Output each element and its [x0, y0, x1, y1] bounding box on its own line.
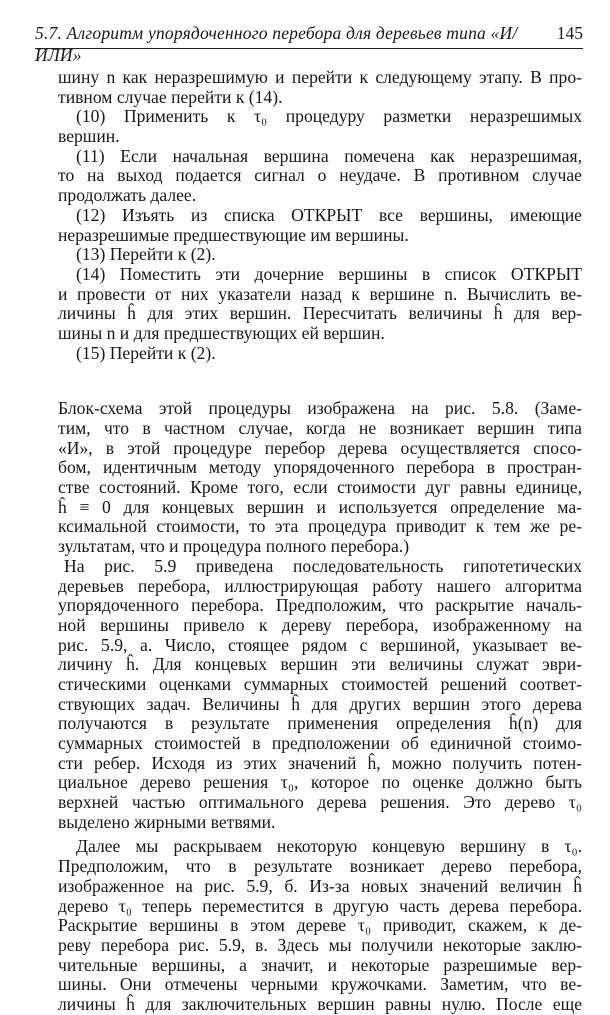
paragraph — [58, 837, 582, 1014]
running-head — [35, 22, 583, 65]
text-line: шины n и для предшествующих ей вершин. — [58, 322, 385, 343]
text-line: циальное дерево решения τ₀, которое по оценке должно быть — [58, 772, 582, 793]
text-line: шину n как неразрешимую и перейти к следующему этапу. В про- — [58, 67, 582, 87]
running-title: 5.7. Алгоритм упорядоченного перебора для деревьев типа «И/ИЛИ» — [35, 23, 518, 65]
text-line: выделено жирными ветвями. — [58, 811, 276, 832]
paragraph — [58, 557, 582, 833]
text-line: ксимальной стоимости, то эта процедура приводит к тем же ре- — [58, 516, 582, 537]
paragraph — [58, 107, 582, 146]
text-line: ной вершины привело к дереву перебора, изображенному на — [58, 614, 582, 635]
paragraph — [58, 206, 582, 245]
text-line: (11) Если начальная вершина помечена как неразрешимая, — [76, 145, 582, 166]
text-line: деревьев перебора, иллюстрирующая работу нашего алгоритма — [58, 575, 582, 596]
text-line: зультатам, что и процедура полного перебора.) — [58, 536, 410, 557]
text-line: дерево τ₀ теперь переместится в другую часть дерева перебора. — [58, 895, 582, 916]
text-line: реву перебора рис. 5.9, в. Здесь мы получили некоторые заклю- — [58, 934, 582, 955]
text-line: вершин. — [58, 126, 120, 147]
text-line: Блок-схема этой процедуры изображена на рис. 5.8. (Заме- — [58, 398, 582, 419]
text-line: личину ĥ. Для концевых вершин эти величины служат эври- — [58, 654, 582, 675]
text-line: верхней частью оптимального дерева решения. Это дерево τ₀ — [58, 792, 582, 813]
paragraph — [58, 245, 582, 265]
text-line: ствующих задач. Величины ĥ для других вершин этого дерева — [58, 693, 582, 714]
text-line: получаются в результате применения определения ĥ(n) для — [58, 713, 582, 734]
text-line: упорядоченного перебора. Предположим, что раскрытие началь- — [58, 595, 582, 616]
text-line: стве состояний. Кроме того, если стоимости дуг равны единице, — [58, 477, 582, 498]
text-line: Предположим, что в результате возникает дерево перебора, — [58, 856, 582, 877]
text-line: рис. 5.9, а. Число, стоящее рядом с вершиной, указывает ве- — [58, 634, 582, 655]
text-line: стическими оценками суммарных стоимостей решений соответ- — [58, 673, 582, 694]
paragraph — [58, 344, 582, 364]
text-line: Раскрытие вершины в этом дереве τ₀ приводит, скажем, к де- — [58, 915, 582, 936]
text-line: личины ĥ для заключительных вершин равны нулю. После еще — [58, 993, 582, 1014]
text-line: тим, что в частном случае, когда не возникает вершин типа — [58, 418, 582, 438]
text-line: (14) Поместить эти дочерние вершины в список ОТКРЫТ — [76, 263, 582, 284]
text-line: (15) Перейти к (2). — [76, 342, 216, 363]
text-line: (12) Изъять из списка ОТКРЫТ все вершины, имеющие — [76, 204, 582, 225]
text-line: личины ĥ для этих вершин. Пересчитать величины ĥ для вер- — [58, 303, 582, 324]
paragraph — [58, 68, 582, 107]
text-line: бом, идентичным методу упорядоченного перебора в простран- — [58, 457, 582, 478]
text-line: неразрешимые предшествующие им вершины. — [58, 224, 409, 245]
text-line: ĥ ≡ 0 для концевых вершин и используется определение ма- — [58, 496, 582, 517]
paragraph — [58, 147, 582, 206]
text-line: суммарных стоимостей в предположении об единичной стоимо- — [58, 733, 582, 753]
text-line: На рис. 5.9 приведена последовательность гипотетических — [64, 555, 582, 576]
text-line: сти ребер. Исходя из этих значений ĥ, можно получить потен- — [58, 752, 582, 773]
text-line: продолжать далее. — [58, 185, 197, 206]
body-text — [58, 68, 582, 1015]
text-line: (10) Применить к τ₀ процедуру разметки неразрешимых — [76, 106, 582, 127]
text-line: то на выход подается сигнал о неудаче. В противном случае — [58, 165, 582, 186]
text-line: Далее мы раскрываем некоторую концевую вершину в τ₀. — [76, 836, 582, 857]
text-line: «И», в этой процедуре перебор дерева осуществляется спосо- — [58, 437, 582, 458]
text-line: чительные вершины, а значит, и некоторые разрешимые вер- — [58, 954, 582, 975]
text-line: изображенное на рис. 5.9, б. Из-за новых значений величин ĥ — [58, 875, 582, 896]
text-line: и провести от них указатели назад к вершине n. Вычислить ве- — [58, 283, 582, 304]
text-line: шины. Они отмечены черными кружочками. Заметим, что ве- — [58, 974, 582, 995]
text-line: тивном случае перейти к (14). — [58, 86, 283, 107]
text-line: (13) Перейти к (2). — [76, 244, 216, 265]
page-number: 145 — [556, 23, 583, 43]
paragraph — [58, 399, 582, 557]
paragraph — [58, 265, 582, 344]
